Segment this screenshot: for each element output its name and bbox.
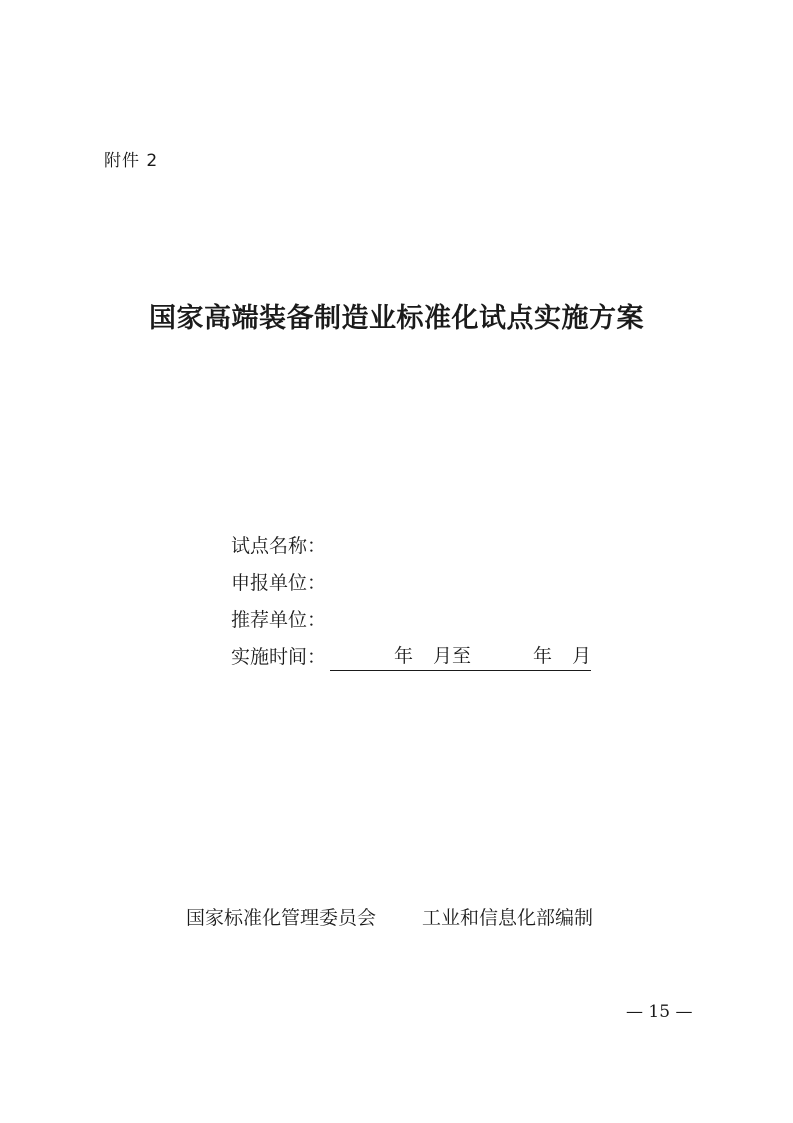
year-label: 年 [394, 645, 414, 667]
period-row [231, 634, 591, 671]
recommender-label: 推荐单位： [231, 609, 327, 631]
applicant-label: 申报单位： [231, 572, 327, 594]
pilot-name-row [231, 523, 591, 560]
page-number: — 15 — [626, 1002, 693, 1022]
attachment-label: 附件 2 [104, 151, 159, 171]
footer-org-sac: 国家标准化管理委员会 [186, 907, 377, 929]
pilot-name-label: 试点名称： [231, 535, 327, 557]
period-underline [330, 642, 591, 671]
applicant-row [231, 560, 591, 597]
month-label-2: 月 [572, 645, 592, 667]
footer-organizations [186, 903, 593, 930]
form-fields [231, 523, 591, 671]
year-label-2: 年 [533, 645, 553, 667]
footer-org-miit: 工业和信息化部编制 [422, 907, 594, 929]
month-to-label: 月至 [433, 645, 472, 667]
period-label: 实施时间： [231, 646, 327, 668]
recommender-row [231, 597, 591, 634]
document-title: 国家高端装备制造业标准化试点实施方案 [149, 303, 644, 334]
